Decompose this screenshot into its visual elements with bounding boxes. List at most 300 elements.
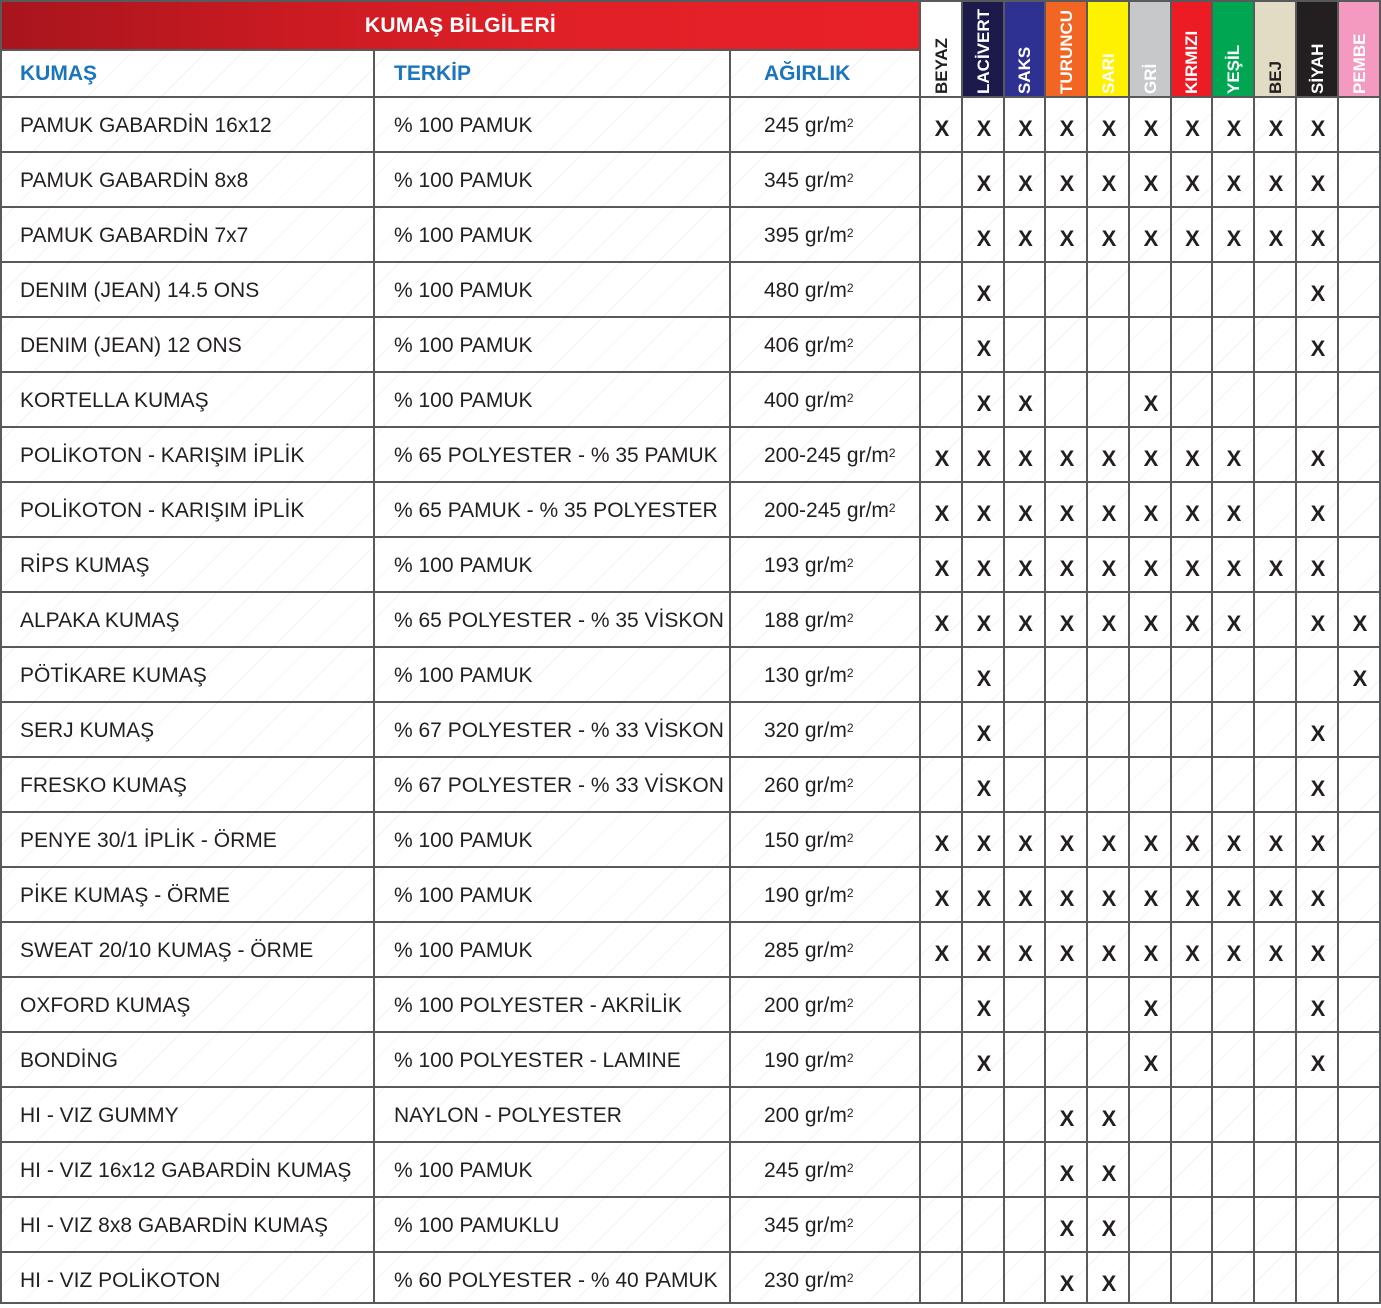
color-availability-mark: X bbox=[1018, 445, 1033, 471]
grid-line-horizontal bbox=[0, 96, 1381, 98]
color-availability-mark: X bbox=[976, 610, 992, 636]
color-availability-mark: X bbox=[1143, 885, 1159, 911]
fabric-composition: % 100 PAMUKLU bbox=[394, 1213, 560, 1237]
grid-line-horizontal bbox=[0, 866, 1381, 868]
weight-value: 245 gr/m bbox=[764, 113, 847, 137]
color-availability-mark: X bbox=[1310, 280, 1326, 306]
weight-unit-superscript: 2 bbox=[846, 225, 854, 240]
color-availability-mark: X bbox=[1268, 940, 1284, 966]
color-availability-mark: X bbox=[1101, 610, 1117, 636]
color-header-label: BEYAZ bbox=[931, 37, 951, 94]
weight-value: 230 gr/m bbox=[764, 1268, 847, 1292]
grid-line-vertical bbox=[1044, 0, 1046, 1304]
fabric-weight bbox=[764, 758, 854, 813]
color-availability-mark: X bbox=[1226, 610, 1242, 636]
fabric-weight bbox=[764, 813, 854, 868]
color-availability-mark: X bbox=[976, 115, 992, 141]
fabric-weight bbox=[764, 593, 854, 648]
color-availability-mark: X bbox=[1143, 170, 1159, 196]
weight-unit-superscript: 2 bbox=[846, 940, 854, 955]
color-availability-mark: X bbox=[934, 885, 950, 911]
color-header bbox=[1172, 2, 1211, 96]
color-availability-mark: X bbox=[1226, 940, 1242, 966]
color-availability-mark: X bbox=[1143, 830, 1159, 856]
table-row bbox=[0, 758, 1381, 813]
color-header bbox=[1339, 2, 1379, 96]
color-availability-mark: X bbox=[1310, 885, 1326, 911]
grid-line-horizontal bbox=[0, 1086, 1381, 1088]
fabric-weight bbox=[764, 1198, 854, 1253]
fabric-composition: % 100 PAMUK bbox=[394, 388, 533, 412]
color-availability-mark: X bbox=[1101, 1270, 1117, 1296]
fabric-weight bbox=[764, 153, 854, 208]
color-availability-mark: X bbox=[1018, 555, 1033, 581]
weight-value: 200-245 gr/m bbox=[764, 443, 889, 467]
color-availability-mark: X bbox=[1101, 885, 1117, 911]
color-availability-mark: X bbox=[1059, 555, 1075, 581]
color-availability-mark: X bbox=[1101, 445, 1117, 471]
weight-unit-superscript: 2 bbox=[846, 170, 854, 185]
color-availability-mark: X bbox=[1059, 830, 1075, 856]
color-availability-mark: X bbox=[1059, 225, 1075, 251]
fabric-name: SWEAT 20/10 KUMAŞ - ÖRME bbox=[20, 938, 314, 962]
grid-line-vertical bbox=[1211, 0, 1213, 1304]
color-availability-mark: X bbox=[1226, 445, 1242, 471]
fabric-weight bbox=[764, 538, 854, 593]
color-availability-mark: X bbox=[1059, 170, 1075, 196]
fabric-weight bbox=[764, 318, 854, 373]
weight-value: 395 gr/m bbox=[764, 223, 847, 247]
table-row bbox=[0, 263, 1381, 318]
grid-line-vertical bbox=[1295, 0, 1297, 1304]
table-row bbox=[0, 1253, 1381, 1308]
fabric-composition: % 100 PAMUK bbox=[394, 553, 533, 577]
color-availability-mark: X bbox=[1059, 940, 1075, 966]
weight-unit-superscript: 2 bbox=[846, 995, 854, 1010]
fabric-composition: % 100 PAMUK bbox=[394, 1158, 533, 1182]
table-row bbox=[0, 1143, 1381, 1198]
color-availability-mark: X bbox=[976, 170, 992, 196]
table-row bbox=[0, 428, 1381, 483]
color-availability-mark: X bbox=[976, 555, 992, 581]
color-header bbox=[1046, 2, 1086, 96]
color-availability-mark: X bbox=[976, 995, 992, 1021]
weight-value: 193 gr/m bbox=[764, 553, 847, 577]
grid-line-horizontal bbox=[0, 701, 1381, 703]
fabric-composition: % 100 PAMUK bbox=[394, 278, 533, 302]
fabric-composition: % 65 POLYESTER - % 35 VİSKON bbox=[394, 608, 724, 632]
color-availability-mark: X bbox=[976, 830, 992, 856]
fabric-weight bbox=[764, 868, 854, 923]
color-availability-mark: X bbox=[1185, 170, 1200, 196]
table-row bbox=[0, 923, 1381, 978]
weight-unit-superscript: 2 bbox=[888, 500, 896, 515]
color-availability-mark: X bbox=[1185, 445, 1200, 471]
color-availability-mark: X bbox=[1226, 500, 1242, 526]
color-availability-mark: X bbox=[1185, 885, 1200, 911]
grid-line-horizontal bbox=[0, 591, 1381, 593]
color-availability-mark: X bbox=[1101, 225, 1117, 251]
weight-unit-superscript: 2 bbox=[846, 610, 854, 625]
weight-unit-superscript: 2 bbox=[846, 720, 854, 735]
color-availability-mark: X bbox=[1143, 555, 1159, 581]
fabric-name: HI - VIZ GUMMY bbox=[20, 1103, 179, 1127]
grid-line-horizontal bbox=[0, 426, 1381, 428]
color-availability-mark: X bbox=[976, 280, 992, 306]
table-row bbox=[0, 208, 1381, 263]
color-header-label: KIRMIZI bbox=[1182, 30, 1201, 94]
color-availability-mark: X bbox=[1185, 225, 1200, 251]
fabric-weight bbox=[764, 373, 854, 428]
weight-unit-superscript: 2 bbox=[846, 115, 854, 130]
color-availability-mark: X bbox=[1059, 610, 1075, 636]
color-availability-mark: X bbox=[1185, 610, 1200, 636]
weight-value: 150 gr/m bbox=[764, 828, 847, 852]
table-row bbox=[0, 373, 1381, 428]
fabric-composition: % 100 PAMUK bbox=[394, 938, 533, 962]
table-row bbox=[0, 318, 1381, 373]
color-availability-mark: X bbox=[1101, 170, 1117, 196]
fabric-weight bbox=[764, 703, 854, 758]
color-availability-mark: X bbox=[976, 335, 992, 361]
color-availability-mark: X bbox=[1268, 170, 1284, 196]
weight-value: 345 gr/m bbox=[764, 1213, 847, 1237]
fabric-name: PENYE 30/1 İPLİK - ÖRME bbox=[20, 828, 277, 852]
fabric-name: KORTELLA KUMAŞ bbox=[20, 388, 209, 412]
weight-value: 345 gr/m bbox=[764, 168, 847, 192]
table-row bbox=[0, 538, 1381, 593]
grid-line-vertical bbox=[1086, 0, 1088, 1304]
color-availability-mark: X bbox=[1059, 1105, 1075, 1131]
color-header-label: SAKS bbox=[1015, 46, 1034, 94]
grid-line-horizontal bbox=[0, 0, 1381, 2]
table-row bbox=[0, 1033, 1381, 1088]
color-availability-mark: X bbox=[1018, 610, 1033, 636]
color-availability-mark: X bbox=[1101, 1215, 1117, 1241]
fabric-composition: % 100 PAMUK bbox=[394, 828, 533, 852]
color-availability-mark: X bbox=[1143, 445, 1159, 471]
color-availability-mark: X bbox=[1018, 225, 1033, 251]
color-availability-mark: X bbox=[1059, 1270, 1075, 1296]
weight-unit-superscript: 2 bbox=[846, 1160, 854, 1175]
fabric-name: PAMUK GABARDİN 8x8 bbox=[20, 168, 249, 192]
weight-unit-superscript: 2 bbox=[846, 335, 854, 350]
fabric-weight bbox=[764, 1088, 854, 1143]
color-availability-mark: X bbox=[1268, 830, 1284, 856]
color-header bbox=[1130, 2, 1170, 96]
grid-line-vertical bbox=[729, 51, 731, 1304]
table-row bbox=[0, 483, 1381, 538]
color-availability-mark: X bbox=[934, 610, 950, 636]
color-header bbox=[1297, 2, 1337, 96]
fabric-composition: % 67 POLYESTER - % 33 VİSKON bbox=[394, 718, 724, 742]
fabric-weight bbox=[764, 1253, 854, 1308]
color-availability-mark: X bbox=[1310, 830, 1326, 856]
color-header bbox=[1255, 2, 1295, 96]
weight-value: 190 gr/m bbox=[764, 883, 847, 907]
fabric-composition: % 67 POLYESTER - % 33 VİSKON bbox=[394, 773, 724, 797]
color-availability-mark: X bbox=[1268, 555, 1284, 581]
fabric-composition: % 100 PAMUK bbox=[394, 333, 533, 357]
color-availability-mark: X bbox=[1143, 995, 1159, 1021]
table-row bbox=[0, 98, 1381, 153]
color-availability-mark: X bbox=[976, 940, 992, 966]
weight-value: 406 gr/m bbox=[764, 333, 847, 357]
color-header bbox=[921, 2, 961, 96]
color-availability-mark: X bbox=[976, 775, 992, 801]
grid-line-horizontal bbox=[0, 1251, 1381, 1253]
weight-unit-superscript: 2 bbox=[846, 1270, 854, 1285]
fabric-name: PÖTİKARE KUMAŞ bbox=[20, 663, 207, 687]
fabric-composition: % 65 POLYESTER - % 35 PAMUK bbox=[394, 443, 718, 467]
color-availability-mark: X bbox=[1310, 225, 1326, 251]
weight-unit-superscript: 2 bbox=[846, 1105, 854, 1120]
color-availability-mark: X bbox=[1310, 1050, 1326, 1076]
grid-line-horizontal bbox=[0, 481, 1381, 483]
weight-value: 200-245 gr/m bbox=[764, 498, 889, 522]
weight-unit-superscript: 2 bbox=[846, 775, 854, 790]
table-title: KUMAŞ BİLGİLERİ bbox=[2, 2, 919, 49]
fabric-composition: % 100 PAMUK bbox=[394, 113, 533, 137]
color-availability-mark: X bbox=[1018, 940, 1033, 966]
color-availability-mark: X bbox=[1059, 1215, 1075, 1241]
weight-unit-superscript: 2 bbox=[846, 1215, 854, 1230]
grid-line-vertical bbox=[1253, 0, 1255, 1304]
grid-line-vertical bbox=[0, 0, 2, 1304]
table-row bbox=[0, 813, 1381, 868]
table-row bbox=[0, 153, 1381, 208]
weight-value: 480 gr/m bbox=[764, 278, 847, 302]
color-availability-mark: X bbox=[1101, 500, 1117, 526]
weight-unit-superscript: 2 bbox=[846, 885, 854, 900]
color-availability-mark: X bbox=[934, 115, 950, 141]
color-availability-mark: X bbox=[1101, 1105, 1117, 1131]
fabric-weight bbox=[764, 208, 854, 263]
color-availability-mark: X bbox=[1185, 500, 1200, 526]
fabric-weight bbox=[764, 263, 854, 318]
color-availability-mark: X bbox=[976, 390, 992, 416]
color-availability-mark: X bbox=[1268, 225, 1284, 251]
color-availability-mark: X bbox=[1143, 225, 1159, 251]
color-availability-mark: X bbox=[1018, 170, 1033, 196]
table-row bbox=[0, 1088, 1381, 1143]
weight-value: 285 gr/m bbox=[764, 938, 847, 962]
color-availability-mark: X bbox=[1101, 555, 1117, 581]
fabric-weight bbox=[764, 98, 854, 153]
color-header bbox=[963, 2, 1003, 96]
color-availability-mark: X bbox=[976, 500, 992, 526]
column-header-fabric: KUMAŞ bbox=[20, 61, 97, 85]
color-availability-mark: X bbox=[1185, 940, 1200, 966]
color-header-label: GRİ bbox=[1140, 63, 1160, 94]
color-availability-mark: X bbox=[1101, 115, 1117, 141]
color-availability-mark: X bbox=[1310, 720, 1326, 746]
grid-line-horizontal bbox=[0, 811, 1381, 813]
column-header-weight: AĞIRLIK bbox=[764, 61, 851, 85]
grid-line-vertical bbox=[1128, 0, 1130, 1304]
fabric-name: PİKE KUMAŞ - ÖRME bbox=[20, 883, 231, 907]
fabric-weight bbox=[764, 923, 854, 978]
color-availability-mark: X bbox=[1226, 885, 1242, 911]
fabric-weight bbox=[764, 1033, 854, 1088]
fabric-composition: % 100 PAMUK bbox=[394, 168, 533, 192]
color-header bbox=[1213, 2, 1253, 96]
color-availability-mark: X bbox=[934, 500, 950, 526]
color-availability-mark: X bbox=[1268, 115, 1284, 141]
color-availability-mark: X bbox=[1310, 940, 1326, 966]
table-row bbox=[0, 703, 1381, 758]
grid-line-horizontal bbox=[0, 1141, 1381, 1143]
color-availability-mark: X bbox=[1059, 445, 1075, 471]
color-availability-mark: X bbox=[1226, 555, 1242, 581]
color-availability-mark: X bbox=[976, 445, 992, 471]
color-availability-mark: X bbox=[1018, 115, 1033, 141]
column-header-composition: TERKİP bbox=[394, 61, 472, 85]
fabric-name: FRESKO KUMAŞ bbox=[20, 773, 187, 797]
weight-value: 190 gr/m bbox=[764, 1048, 847, 1072]
color-availability-mark: X bbox=[1185, 115, 1200, 141]
color-header-label: LACİVERT bbox=[973, 9, 993, 94]
color-header-label: PEMBE bbox=[1349, 33, 1369, 94]
weight-unit-superscript: 2 bbox=[846, 555, 854, 570]
color-availability-mark: X bbox=[1143, 390, 1159, 416]
weight-value: 200 gr/m bbox=[764, 993, 847, 1017]
weight-value: 320 gr/m bbox=[764, 718, 847, 742]
fabric-weight bbox=[764, 483, 896, 538]
grid-line-horizontal bbox=[0, 261, 1381, 263]
fabric-weight bbox=[764, 978, 854, 1033]
color-availability-mark: X bbox=[1101, 1160, 1117, 1186]
fabric-name: OXFORD KUMAŞ bbox=[20, 993, 191, 1017]
color-header-label: BEJ bbox=[1265, 60, 1285, 94]
weight-value: 188 gr/m bbox=[764, 608, 847, 632]
color-availability-mark: X bbox=[1226, 830, 1242, 856]
table-row bbox=[0, 593, 1381, 648]
fabric-composition: % 60 POLYESTER - % 40 PAMUK bbox=[394, 1268, 718, 1292]
color-header-label: TURUNCU bbox=[1056, 9, 1076, 94]
grid-line-horizontal bbox=[0, 49, 919, 51]
table-row bbox=[0, 978, 1381, 1033]
grid-line-horizontal bbox=[0, 536, 1381, 538]
color-availability-mark: X bbox=[1226, 115, 1242, 141]
grid-line-horizontal bbox=[0, 756, 1381, 758]
fabric-composition: % 100 POLYESTER - LAMINE bbox=[394, 1048, 681, 1072]
fabric-composition: % 100 PAMUK bbox=[394, 663, 533, 687]
grid-line-vertical bbox=[1337, 0, 1339, 1304]
fabric-name: PAMUK GABARDİN 7x7 bbox=[20, 223, 249, 247]
color-availability-mark: X bbox=[1310, 610, 1326, 636]
color-availability-mark: X bbox=[976, 225, 992, 251]
color-availability-mark: X bbox=[934, 445, 950, 471]
color-availability-mark: X bbox=[1352, 665, 1368, 691]
fabric-composition: % 100 POLYESTER - AKRİLİK bbox=[394, 993, 682, 1017]
color-availability-mark: X bbox=[1059, 115, 1075, 141]
color-availability-mark: X bbox=[976, 1050, 992, 1076]
color-availability-mark: X bbox=[1352, 610, 1368, 636]
color-availability-mark: X bbox=[1143, 115, 1159, 141]
grid-line-horizontal bbox=[0, 316, 1381, 318]
color-availability-mark: X bbox=[1226, 225, 1242, 251]
weight-unit-superscript: 2 bbox=[846, 280, 854, 295]
grid-line-horizontal bbox=[0, 646, 1381, 648]
color-availability-mark: X bbox=[934, 830, 950, 856]
weight-unit-superscript: 2 bbox=[846, 1050, 854, 1065]
grid-line-horizontal bbox=[0, 1196, 1381, 1198]
color-availability-mark: X bbox=[1101, 830, 1117, 856]
weight-value: 245 gr/m bbox=[764, 1158, 847, 1182]
color-availability-mark: X bbox=[1143, 940, 1159, 966]
color-header bbox=[1005, 2, 1044, 96]
fabric-weight bbox=[764, 1143, 854, 1198]
table-row bbox=[0, 1198, 1381, 1253]
weight-value: 260 gr/m bbox=[764, 773, 847, 797]
color-availability-mark: X bbox=[934, 555, 950, 581]
color-availability-mark: X bbox=[1059, 1160, 1075, 1186]
color-availability-mark: X bbox=[1185, 830, 1200, 856]
color-availability-mark: X bbox=[1310, 555, 1326, 581]
color-header-label: SARI bbox=[1098, 53, 1118, 94]
color-header-label: SİYAH bbox=[1307, 43, 1327, 94]
color-availability-mark: X bbox=[934, 940, 950, 966]
weight-unit-superscript: 2 bbox=[846, 830, 854, 845]
color-header bbox=[1088, 2, 1128, 96]
table-row bbox=[0, 868, 1381, 923]
grid-line-horizontal bbox=[0, 206, 1381, 208]
table-row bbox=[0, 648, 1381, 703]
fabric-composition: % 100 PAMUK bbox=[394, 883, 533, 907]
grid-line-vertical bbox=[1003, 0, 1005, 1304]
color-availability-mark: X bbox=[1059, 885, 1075, 911]
grid-line-horizontal bbox=[0, 371, 1381, 373]
fabric-name: HI - VIZ POLİKOTON bbox=[20, 1268, 221, 1292]
color-availability-mark: X bbox=[1059, 500, 1075, 526]
color-availability-mark: X bbox=[1143, 610, 1159, 636]
weight-unit-superscript: 2 bbox=[846, 390, 854, 405]
grid-line-vertical bbox=[1170, 0, 1172, 1304]
color-availability-mark: X bbox=[976, 885, 992, 911]
grid-line-horizontal bbox=[0, 921, 1381, 923]
grid-line-vertical bbox=[961, 0, 963, 1304]
fabric-name: HI - VIZ 16x12 GABARDİN KUMAŞ bbox=[20, 1158, 352, 1182]
weight-unit-superscript: 2 bbox=[846, 665, 854, 680]
grid-line-vertical bbox=[919, 0, 921, 1304]
color-availability-mark: X bbox=[1143, 500, 1159, 526]
fabric-composition: NAYLON - POLYESTER bbox=[394, 1103, 622, 1127]
fabric-name: ALPAKA KUMAŞ bbox=[20, 608, 180, 632]
grid-line-horizontal bbox=[0, 1031, 1381, 1033]
grid-line-horizontal bbox=[0, 151, 1381, 153]
color-availability-mark: X bbox=[1268, 885, 1284, 911]
fabric-name: DENIM (JEAN) 12 ONS bbox=[20, 333, 242, 357]
color-availability-mark: X bbox=[1310, 170, 1326, 196]
grid-line-horizontal bbox=[0, 976, 1381, 978]
color-availability-mark: X bbox=[1310, 775, 1326, 801]
fabric-name: BONDİNG bbox=[20, 1048, 119, 1072]
weight-unit-superscript: 2 bbox=[888, 445, 896, 460]
color-availability-mark: X bbox=[1018, 500, 1033, 526]
weight-value: 130 gr/m bbox=[764, 663, 847, 687]
fabric-name: RİPS KUMAŞ bbox=[20, 553, 150, 577]
fabric-composition: % 100 PAMUK bbox=[394, 223, 533, 247]
color-availability-mark: X bbox=[1143, 1050, 1159, 1076]
fabric-name: POLİKOTON - KARIŞIM İPLİK bbox=[20, 498, 305, 522]
weight-value: 400 gr/m bbox=[764, 388, 847, 412]
fabric-composition: % 65 PAMUK - % 35 POLYESTER bbox=[394, 498, 718, 522]
fabric-name: HI - VIZ 8x8 GABARDİN KUMAŞ bbox=[20, 1213, 329, 1237]
color-availability-mark: X bbox=[1310, 115, 1326, 141]
color-availability-mark: X bbox=[1018, 885, 1033, 911]
grid-line-vertical bbox=[373, 51, 375, 1304]
